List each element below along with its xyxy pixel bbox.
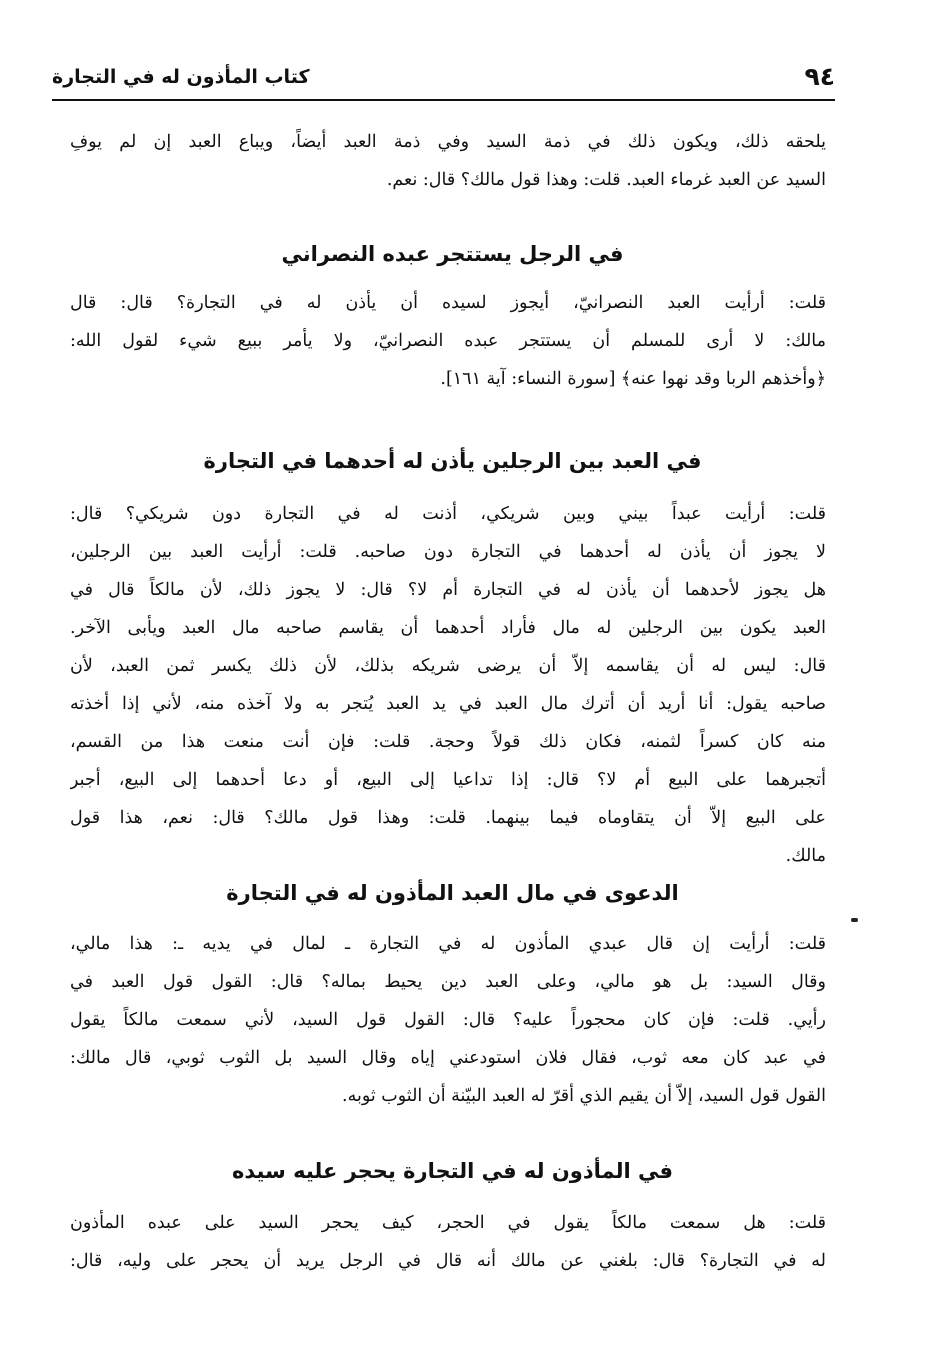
section-heading: الدعوى في مال العبد المأذون له في التجارة xyxy=(226,881,679,905)
text-line: ﴿وأخذهم الربا وقد نهوا عنه﴾ [سورة النساء: آية ١٦١]. xyxy=(440,369,826,389)
text-line: هل يجوز لأحدهما أن يأذن له في التجارة أم لا؟ قال: لا يجوز ذلك، لأن مالكاً قال في xyxy=(70,580,826,600)
text-line: لا يجوز أن يأذن له أحدهما في التجارة دون صاحبه. قلت: أرأيت العبد بين الرجلين، xyxy=(70,542,826,562)
text-line: رأيي. قلت: فإن كان محجوراً عليه؟ قال: القول قول السيد، لأني سمعت مالكاً يقول xyxy=(70,1010,826,1030)
continuation-paragraph xyxy=(70,123,826,199)
text-line: قلت: هل سمعت مالكاً يقول في الحجر، كيف يحجر السيد على عبده المأذون xyxy=(70,1213,826,1233)
text-line: على البيع إلاّ أن يتقاوماه فيما بينهما. قلت: وهذا قول مالك؟ قال: نعم، هذا قول xyxy=(70,808,826,828)
running-header xyxy=(52,58,835,100)
text-line: صاحبه يقول: أنا أريد أن أترك مال العبد في يد العبد يُتجر به ولا آخذه منه، لأني إذا أخذته xyxy=(70,694,826,714)
text-line: له في التجارة؟ قال: بلغني عن مالك أنه قال في الرجل يريد أن يحجر على وليه، قال: xyxy=(70,1251,826,1271)
section-heading: في العبد بين الرجلين يأذن له أحدهما في التجارة xyxy=(203,449,702,473)
text-line: السيد عن العبد غرماء العبد. قلت: وهذا قول مالك؟ قال: نعم. xyxy=(386,170,826,190)
text-line: يلحقه ذلك، ويكون ذلك في ذمة السيد وفي ذمة العبد أيضاً، ويباع العبد إن لم يوفِ xyxy=(70,132,826,152)
page-number: ٩٤ xyxy=(804,62,835,91)
text-line: قال: ليس له أن يقاسمه إلاّ أن يرضى شريكه بذلك، لأن ذلك يكسر ثمن العبد، لأن xyxy=(70,656,826,676)
text-line: أتجبرهما على البيع أم لا؟ قال: إذا تداعيا إلى البيع، أو دعا أحدهما إلى البيع، أجبر xyxy=(70,770,826,790)
section-paragraph xyxy=(70,495,826,875)
text-line: قلت: أرأيت إن قال عبدي المأذون له في التجارة ـ لمال في يديه ـ: هذا مالي، xyxy=(70,934,826,954)
section-paragraph xyxy=(70,1204,826,1280)
section-paragraph xyxy=(70,925,826,1115)
text-line: قلت: أرأيت عبداً بيني وبين شريكي، أذنت له في التجارة دون شريكي؟ قال: xyxy=(70,504,826,524)
text-line: في عبد كان معه ثوب، فقال فلان استودعني إياه وقال السيد بل الثوب ثوبي، قال مالك: xyxy=(70,1048,826,1068)
text-line: العبد يكون بين الرجلين له مال فأراد أحدهما أن يقاسم صاحبه مال العبد ويأبى الآخر. xyxy=(70,618,826,638)
text-line: مالك. xyxy=(785,846,826,866)
book-title: كتاب المأذون له في التجارة xyxy=(52,66,310,88)
text-line: مالك: لا أرى للمسلم أن يستتجر عبده النصرانيّ، ولا يأمر ببيع شيء لقول الله: xyxy=(70,331,826,351)
section-heading: في الرجل يستتجر عبده النصراني xyxy=(281,242,624,266)
text-line: قلت: أرأيت العبد النصرانيّ، أيجوز لسيده أن يأذن له في التجارة؟ قال: قال xyxy=(70,293,826,313)
scan-speck xyxy=(851,918,858,922)
section-paragraph xyxy=(70,284,826,398)
text-line: القول قول السيد، إلاّ أن يقيم الذي أقرّ له العبد البيّنة أن الثوب ثوبه. xyxy=(342,1086,826,1106)
text-line: وقال السيد: بل هو مالي، وعلى العبد دين يحيط بماله؟ قال: القول قول العبد في xyxy=(70,972,826,992)
header-divider xyxy=(52,99,835,101)
section-heading: في المأذون له في التجارة يحجر عليه سيده xyxy=(232,1159,673,1183)
text-line: منه كان كسراً لثمنه، فكان ذلك قولاً وحجة. قلت: فإن أنت منعت هذا من القسم، xyxy=(70,732,826,752)
